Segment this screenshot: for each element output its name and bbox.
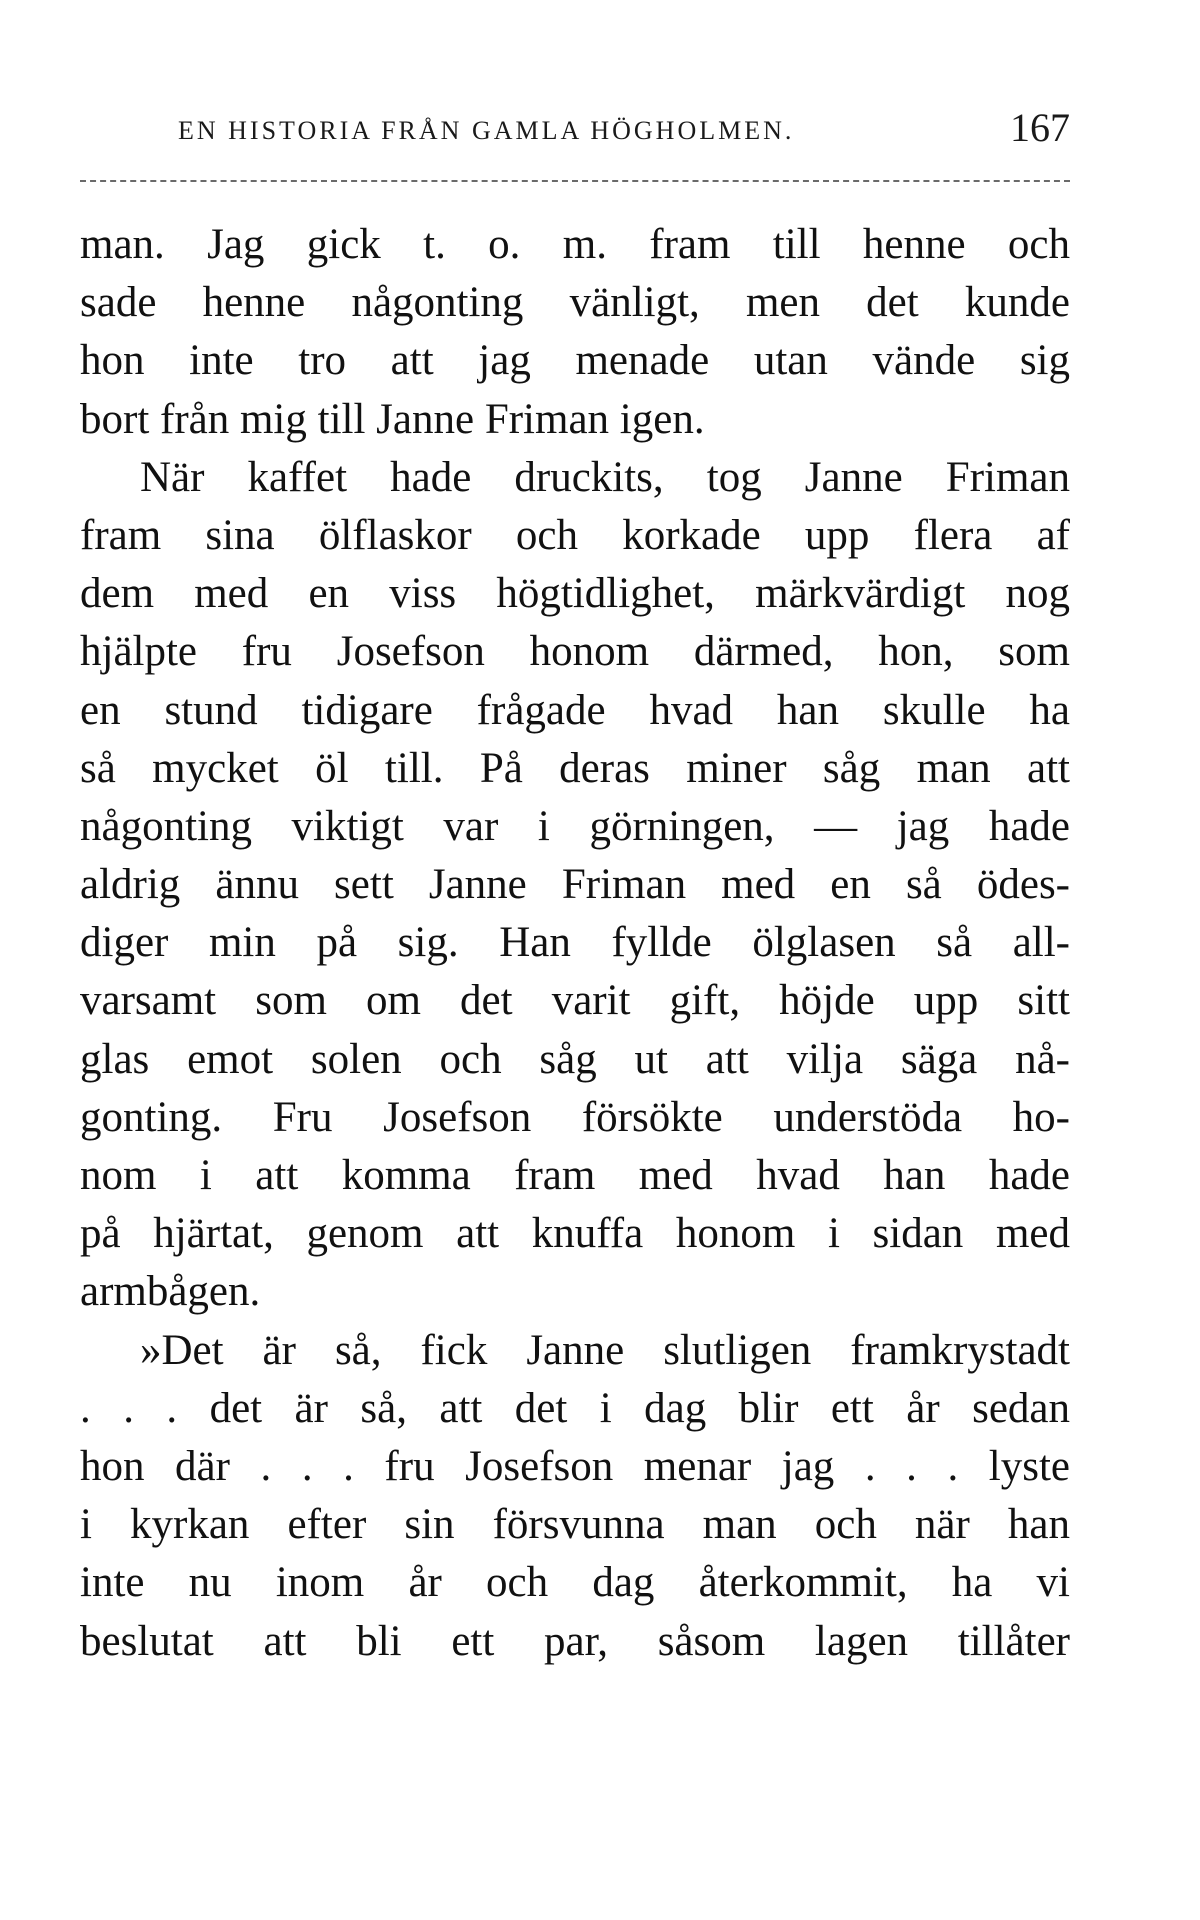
text-line: nom i att komma fram med hvad han hade <box>80 1152 1070 1199</box>
text-line: aldrig ännu sett Janne Friman med en så ödes- <box>80 861 1070 909</box>
text-line: hon där . . . fru Josefson menar jag . . . lyste <box>80 1442 1070 1490</box>
text-line: När kaffet hade druckits, tog Janne Friman <box>140 453 1070 501</box>
text-line: sade henne någonting vänligt, men det kunde <box>80 279 1070 327</box>
text-line: beslutat att bli ett par, såsom lagen tillåter <box>80 1617 1070 1665</box>
text-line: så mycket öl till. På deras miner såg man att <box>80 744 1070 792</box>
text-line: i kyrkan efter sin försvunna man och när han <box>80 1501 1070 1549</box>
page-number: 167 <box>1010 105 1070 150</box>
text-line: »Det är så, fick Janne slutligen framkrystadt <box>140 1326 1070 1374</box>
text-line: armbågen. <box>80 1268 261 1316</box>
running-title: EN HISTORIA FRÅN GAMLA HÖGHOLMEN. <box>178 116 795 145</box>
text-line: . . . det är så, att det i dag blir ett år sedan <box>80 1384 1070 1432</box>
text-line: bort från mig till Janne Friman igen. <box>80 395 705 443</box>
text-line: gonting. Fru Josefson försökte understöda ho- <box>80 1093 1070 1141</box>
text-line: dem med en viss högtidlighet, märkvärdigt nog <box>80 570 1070 618</box>
text-line: någonting viktigt var i görningen, — jag hade <box>80 802 1070 850</box>
text-line: på hjärtat, genom att knuffa honom i sidan med <box>80 1210 1070 1258</box>
header-rule <box>80 180 1070 182</box>
text-line: inte nu inom år och dag återkommit, ha vi <box>80 1559 1070 1607</box>
text-line: varsamt som om det varit gift, höjde upp sitt <box>80 977 1070 1025</box>
body-text <box>80 216 1070 1671</box>
text-line: diger min på sig. Han fyllde ölglasen så all- <box>80 919 1070 967</box>
text-line: hon inte tro att jag menade utan vände sig <box>80 337 1070 385</box>
text-line: glas emot solen och såg ut att vilja säga nå- <box>80 1035 1070 1083</box>
text-line: en stund tidigare frågade hvad han skulle ha <box>80 686 1070 734</box>
text-line: man. Jag gick t. o. m. fram till henne och <box>80 221 1070 268</box>
text-line: hjälpte fru Josefson honom därmed, hon, som <box>80 628 1070 676</box>
text-line: fram sina ölflaskor och korkade upp flera af <box>80 511 1070 559</box>
page-header <box>80 105 1070 160</box>
